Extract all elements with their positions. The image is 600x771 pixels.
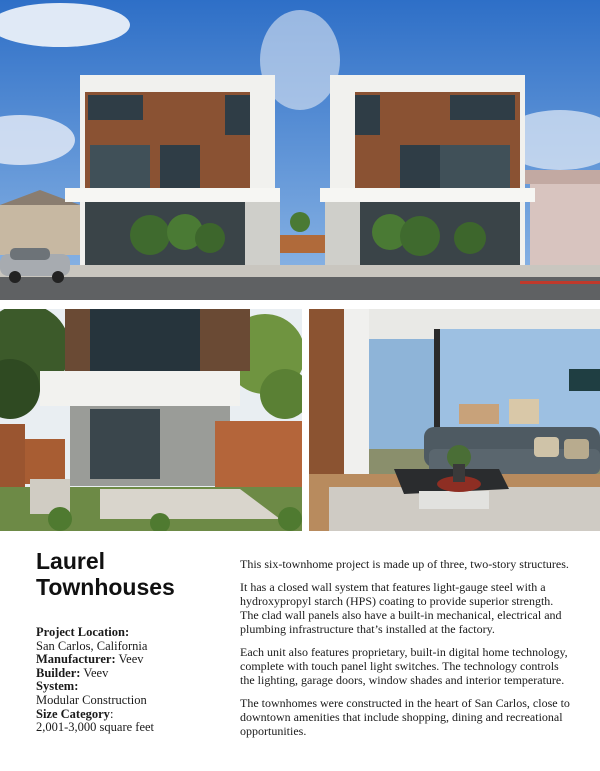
spec-system-value: Modular Construction bbox=[36, 692, 147, 707]
courtyard-photo bbox=[0, 309, 302, 531]
spec-location-label: Project Location: bbox=[36, 625, 130, 639]
description-paragraph-4: The townhomes were constructed in the heart of San Carlos, close to downtown amenities that include shopping, dining and recreational opportunities. bbox=[240, 696, 570, 738]
spec-builder bbox=[36, 667, 226, 681]
spec-manufacturer-value: Veev bbox=[118, 652, 144, 667]
spec-system bbox=[36, 680, 226, 707]
spec-builder-label: Builder: bbox=[36, 665, 81, 680]
project-description bbox=[240, 557, 570, 747]
spec-size: Size Category: 2,001-3,000 square feet bbox=[36, 706, 155, 735]
project-title bbox=[36, 548, 226, 600]
spec-builder-value: Veev bbox=[83, 665, 109, 680]
description-paragraph-2: It has a closed wall system that features light-gauge steel with a hydroxypropyl starch (HPS) coating to provide superior strength. The clad wall panels also have a built-in mechanical, electrical and plumbing infrastructure that’s installed at the factory. bbox=[240, 580, 562, 636]
spec-location-value: San Carlos, California bbox=[36, 638, 148, 653]
interior-living-room-photo bbox=[309, 309, 600, 531]
project-specs bbox=[36, 626, 226, 735]
hero-photo-townhouse-street bbox=[0, 0, 600, 300]
project-title-line-1: Laurel bbox=[36, 548, 106, 574]
spec-size-value: 2,001-3,000 square feet bbox=[36, 720, 155, 735]
project-title-line-2: Townhouses bbox=[36, 574, 175, 600]
spec-size-label: Size Category bbox=[36, 706, 110, 721]
description-paragraph-3: Each unit also features proprietary, built-in digital home technology, complete with touch panel light switches. The technology controls the lighting, garage doors, window shades and interior temperature. bbox=[240, 645, 568, 687]
spec-system-label: System: bbox=[36, 679, 79, 694]
spec-manufacturer bbox=[36, 653, 226, 667]
description-paragraph-1: This six-townhome project is made up of three, two-story structures. bbox=[240, 557, 569, 571]
spec-manufacturer-label: Manufacturer: bbox=[36, 652, 116, 667]
spec-location bbox=[36, 626, 226, 653]
